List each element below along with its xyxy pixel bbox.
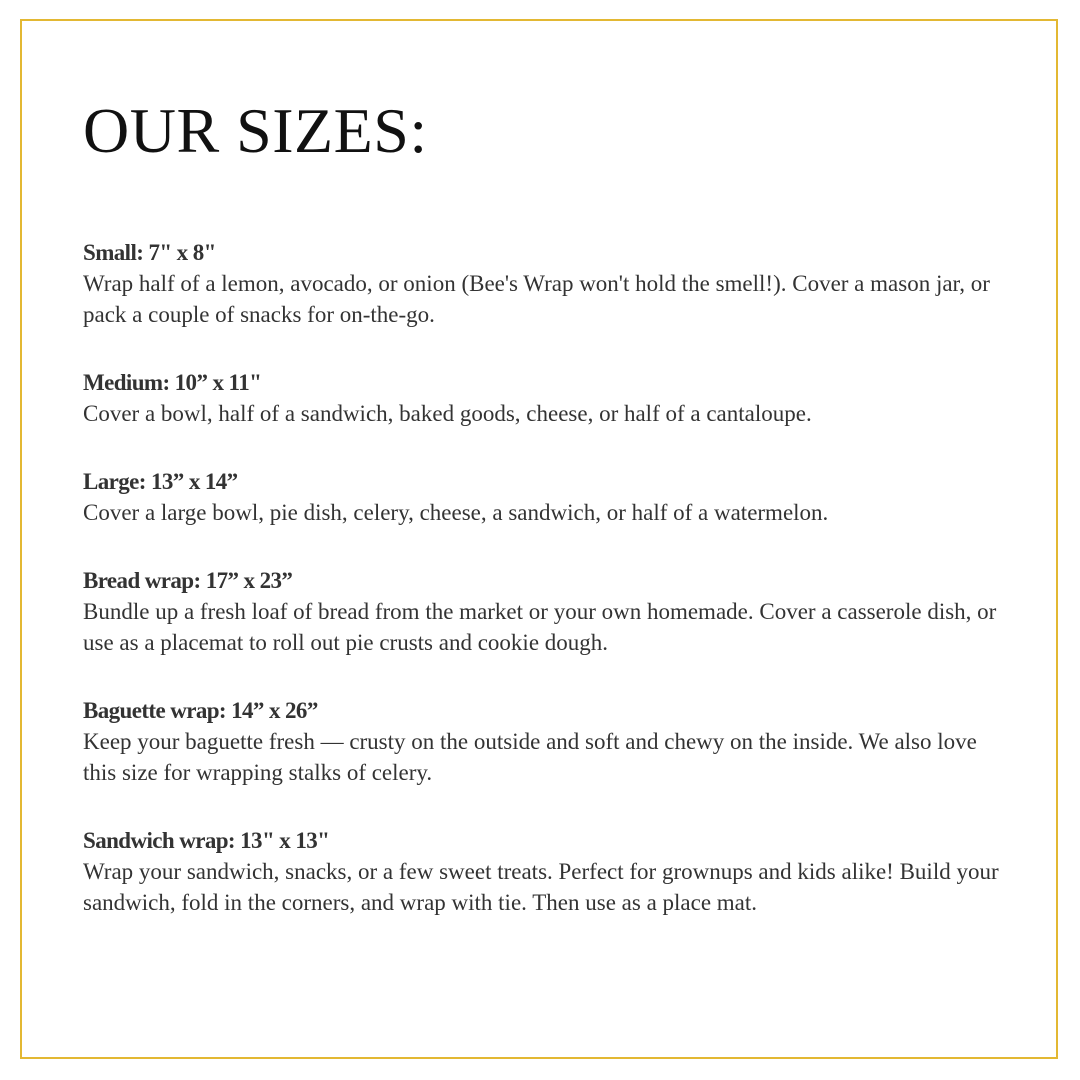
page-title: OUR SIZES: bbox=[83, 95, 428, 166]
sizes-list bbox=[83, 238, 1013, 918]
size-heading-medium: Medium: 10” x 11" bbox=[83, 370, 262, 395]
size-heading-sandwich-wrap: Sandwich wrap: 13" x 13" bbox=[83, 828, 330, 853]
size-item-baguette-wrap bbox=[83, 696, 1013, 788]
size-heading-large: Large: 13” x 14” bbox=[83, 469, 238, 494]
size-description-medium: Cover a bowl, half of a sandwich, baked goods, cheese, or half of a cantaloupe. bbox=[83, 401, 812, 426]
size-item-bread-wrap bbox=[83, 566, 1013, 658]
size-heading-baguette-wrap: Baguette wrap: 14” x 26” bbox=[83, 698, 318, 723]
size-description-small: Wrap half of a lemon, avocado, or onion (Bee's Wrap won't hold the smell!). Cover a mason jar, or pack a couple of snacks for on-the-go. bbox=[83, 271, 990, 327]
size-heading-small: Small: 7" x 8" bbox=[83, 240, 216, 265]
size-description-baguette-wrap: Keep your baguette fresh — crusty on the outside and soft and chewy on the inside. We also love this size for wrapping stalks of celery. bbox=[83, 729, 977, 785]
size-item-large bbox=[83, 467, 1013, 528]
size-heading-bread-wrap: Bread wrap: 17” x 23” bbox=[83, 568, 293, 593]
size-item-medium bbox=[83, 368, 1013, 429]
size-description-bread-wrap: Bundle up a fresh loaf of bread from the market or your own homemade. Cover a casserole dish, or use as a placemat to roll out pie crusts and cookie dough. bbox=[83, 599, 997, 655]
size-item-small bbox=[83, 238, 1013, 330]
size-item-sandwich-wrap bbox=[83, 826, 1013, 918]
size-description-sandwich-wrap: Wrap your sandwich, snacks, or a few sweet treats. Perfect for grownups and kids alike! Build your sandwich, fold in the corners, and wrap with tie. Then use as a place mat. bbox=[83, 859, 999, 915]
size-description-large: Cover a large bowl, pie dish, celery, cheese, a sandwich, or half of a watermelon. bbox=[83, 500, 829, 525]
sizes-content bbox=[83, 96, 1013, 956]
